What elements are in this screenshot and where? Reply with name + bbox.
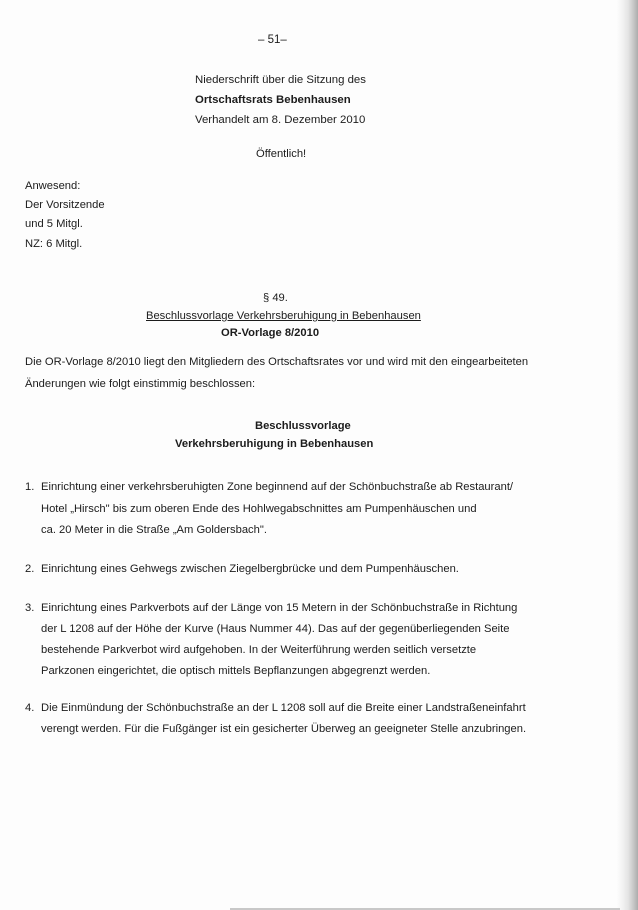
resolution-heading-2: Verkehrsberuhigung in Bebenhausen: [175, 438, 374, 450]
item-4-line-1: Die Einmündung der Schönbuchstraße an der L 1208 soll auf die Breite einer Landstraßeneinfahrt: [41, 702, 526, 714]
item-1-line-1: Einrichtung einer verkehrsberuhigten Zone beginnend auf der Schönbuchstraße ab Restaurant/: [41, 481, 514, 493]
item-3-line-3: bestehende Parkverbot wird aufgehoben. In der Weiterführung werden seitlich versetzte: [41, 644, 477, 656]
item-4-line-2: verengt werden. Für die Fußgänger ist ein gesicherter Überweg an geeigneter Stelle anzubringen.: [41, 723, 527, 735]
item-number: 4.: [25, 702, 35, 714]
public-label: Öffentlich!: [256, 148, 307, 160]
section-number: § 49.: [263, 292, 288, 304]
page-number: – 51–: [258, 34, 287, 46]
attendance-nz: NZ: 6 Mitgl.: [25, 238, 83, 250]
item-number: 1.: [25, 481, 35, 493]
item-number: 2.: [25, 563, 35, 575]
item-2-line-1: Einrichtung eines Gehwegs zwischen Ziegelbergbrücke und dem Pumpenhäuschen.: [41, 563, 459, 575]
item-3-line-1: Einrichtung eines Parkverbots auf der Länge von 15 Metern in der Schönbuchstraße in Richtung: [41, 602, 518, 614]
intro-line-2: Änderungen wie folgt einstimmig beschlossen:: [25, 378, 256, 390]
header-date: Verhandelt am 8. Dezember 2010: [195, 114, 366, 126]
section-reference: OR-Vorlage 8/2010: [221, 327, 320, 339]
item-1-line-2: Hotel „Hirsch" bis zum oberen Ende des Hohlwegabschnittes am Pumpenhäuschen und: [41, 503, 477, 515]
section-title: Beschlussvorlage Verkehrsberuhigung in Bebenhausen: [146, 310, 421, 322]
item-3-line-4: Parkzonen eingerichtet, die optisch mittels Bepflanzungen abgegrenzt werden.: [41, 665, 431, 677]
attendance-chair: Der Vorsitzende: [25, 199, 105, 211]
scan-edge-shadow: [616, 0, 638, 910]
attendance-members: und 5 Mitgl.: [25, 218, 83, 230]
minutes-header: [195, 70, 395, 130]
resolution-heading-1: Beschlussvorlage: [255, 420, 351, 432]
item-number: 3.: [25, 602, 35, 614]
item-3-line-2: der L 1208 auf der Höhe der Kurve (Haus Nummer 44). Das auf der gegenüberliegenden Seite: [41, 623, 510, 635]
header-council-name: Ortschaftsrats Bebenhausen: [195, 94, 351, 106]
attendance-label: Anwesend:: [25, 180, 81, 192]
item-1-line-3: ca. 20 Meter in die Straße „Am Goldersbach".: [41, 524, 267, 536]
header-line-1: Niederschrift über die Sitzung des: [195, 74, 366, 86]
intro-line-1: Die OR-Vorlage 8/2010 liegt den Mitgliedern des Ortschaftsrates vor und wird mit den eingearbeiteten: [25, 356, 529, 368]
